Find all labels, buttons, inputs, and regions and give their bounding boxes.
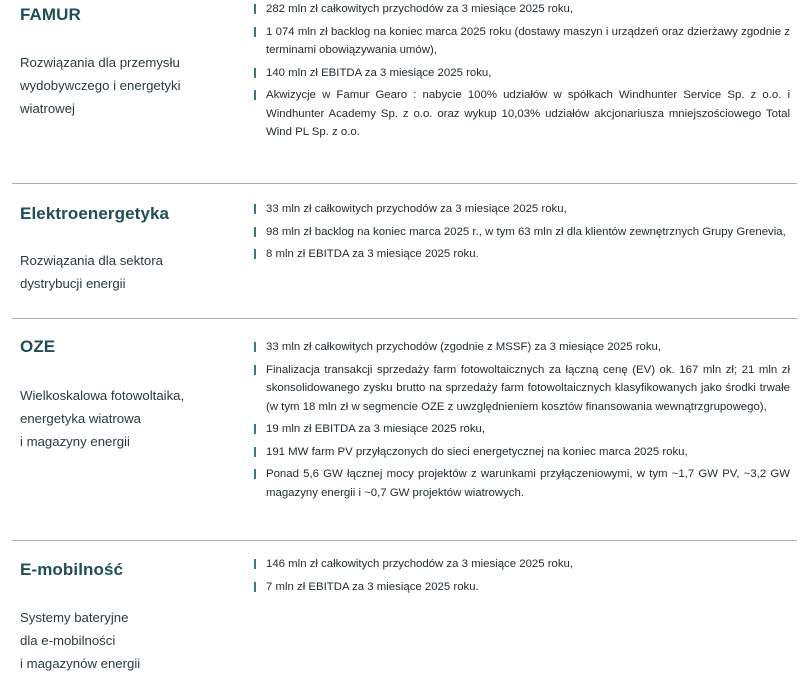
list-item: 19 mln zł EBITDA za 3 miesiące 2025 roku, bbox=[254, 420, 790, 439]
segment-title-elektroenergetyka: Elektroenergetyka bbox=[20, 204, 170, 223]
description-line: energetyka wiatrowa bbox=[20, 411, 141, 426]
section-divider bbox=[12, 540, 797, 541]
list-item: 191 MW farm PV przyłączonych do sieci energetycznej na koniec marca 2025 roku, bbox=[254, 443, 790, 462]
segment-description-oze bbox=[20, 384, 235, 453]
list-item: 7 mln zł EBITDA za 3 miesiące 2025 roku. bbox=[254, 578, 790, 597]
famur-highlights-list bbox=[254, 0, 790, 146]
e-mobilnosc-highlights-list bbox=[254, 555, 790, 600]
section-divider bbox=[12, 183, 797, 184]
segment-title-famur: FAMUR bbox=[20, 5, 81, 24]
description-line: wiatrowej bbox=[20, 101, 75, 116]
description-line: dystrybucji energii bbox=[20, 276, 126, 291]
description-line: i magazynów energii bbox=[20, 656, 141, 671]
list-item: 282 mln zł całkowitych przychodów za 3 miesiące 2025 roku, bbox=[254, 0, 790, 19]
description-line: Rozwiązania dla sektora bbox=[20, 253, 163, 268]
section-divider bbox=[12, 318, 797, 319]
list-item: 140 mln zł EBITDA za 3 miesiące 2025 roku, bbox=[254, 64, 790, 83]
list-item: 33 mln zł całkowitych przychodów (zgodnie z MSSF) za 3 miesiące 2025 roku, bbox=[254, 338, 790, 357]
list-item: Akwizycje w Famur Gearo : nabycie 100% udziałów w spółkach Windhunter Service Sp. z o.o. i Windhunter Academy Sp. z o.o. oraz wykup 10,03% udziałów akcjonariusza mniejszościowego Total Wind PL Sp. z o.o. bbox=[254, 86, 790, 142]
list-item: 146 mln zł całkowitych przychodów za 3 miesiące 2025 roku, bbox=[254, 555, 790, 574]
list-item: 33 mln zł całkowitych przychodów za 3 miesiące 2025 roku, bbox=[254, 200, 790, 219]
elektroenergetyka-highlights-list bbox=[254, 200, 790, 268]
segment-title-e-mobilnosc: E-mobilność bbox=[20, 560, 124, 579]
list-item: Ponad 5,6 GW łącznej mocy projektów z warunkami przyłączeniowymi, w tym ~1,7 GW PV, ~3,2 GW magazyny energii i ~0,7 GW projektów wiatrowych. bbox=[254, 465, 790, 502]
list-item: Finalizacja transakcji sprzedaży farm fotowoltaicznych za łączną cenę (EV) ok. 167 mln zł; 21 mln zł skonsolidowanego zysku brutto na sprzedaży farm fotowoltaicznych klasyfikowanych jako środki trwałe (w tym 18 mln zł w segmencie OZE z uwzględnieniem kosztów finansowania wewnątrzgrupowego), bbox=[254, 361, 790, 417]
segment-title-oze: OZE bbox=[20, 337, 56, 356]
segment-description-famur bbox=[20, 51, 235, 120]
description-line: Wielkoskalowa fotowoltaika, bbox=[20, 388, 185, 403]
description-line: dla e-mobilności bbox=[20, 633, 116, 648]
description-line: wydobywczego i energetyki bbox=[20, 78, 181, 93]
description-line: Systemy bateryjne bbox=[20, 610, 129, 625]
segment-description-elektroenergetyka bbox=[20, 249, 235, 295]
description-line: Rozwiązania dla przemysłu bbox=[20, 55, 180, 70]
oze-highlights-list bbox=[254, 338, 790, 506]
description-line: i magazyny energii bbox=[20, 434, 130, 449]
list-item: 98 mln zł backlog na koniec marca 2025 r., w tym 63 mln zł dla klientów zewnętrznych Grupy Grenevia, bbox=[254, 223, 790, 242]
list-item: 8 mln zł EBITDA za 3 miesiące 2025 roku. bbox=[254, 245, 790, 264]
segment-description-e-mobilnosc bbox=[20, 606, 235, 675]
list-item: 1 074 mln zł backlog na koniec marca 2025 roku (dostawy maszyn i urządzeń oraz dzierżawy zgodnie z terminami obowiązywania umów), bbox=[254, 23, 790, 60]
